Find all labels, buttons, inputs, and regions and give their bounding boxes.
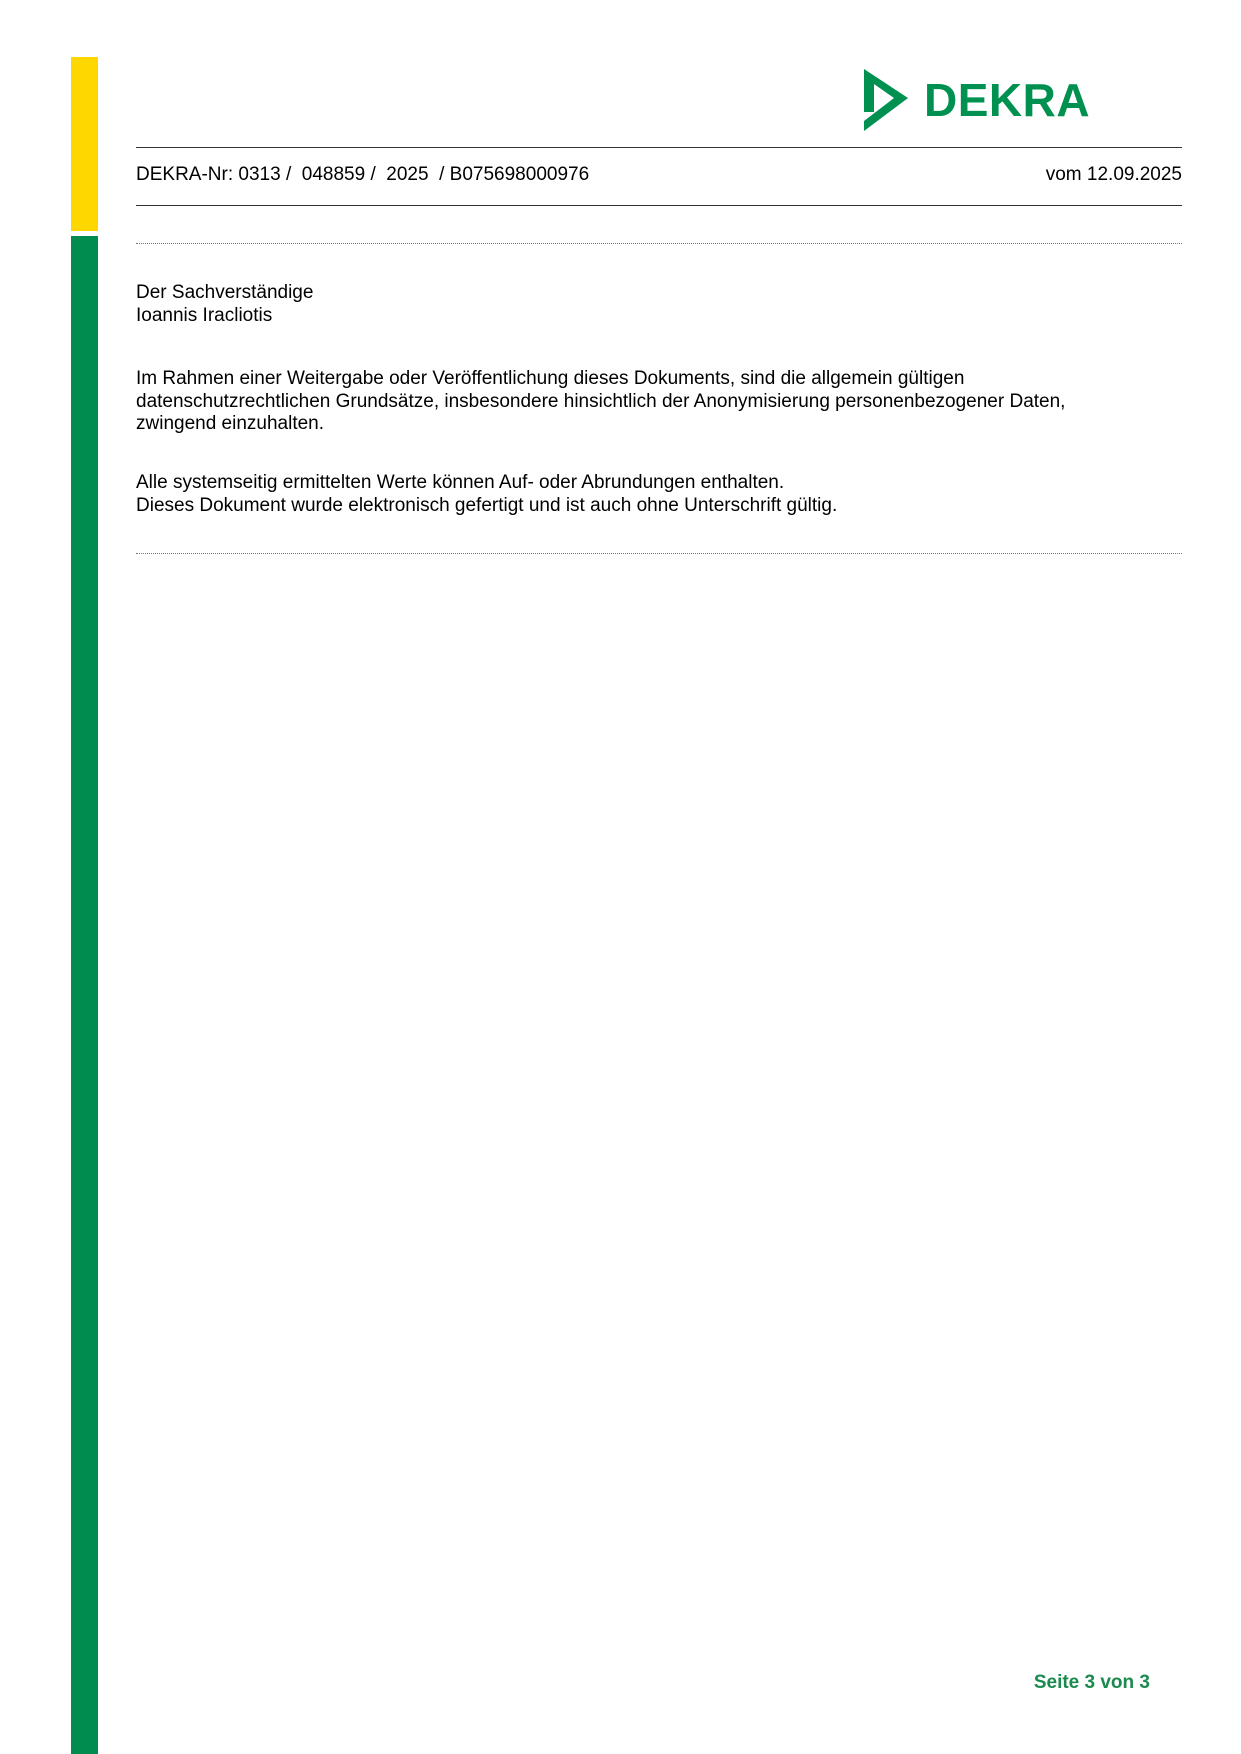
dekra-logo-text: DEKRA xyxy=(924,74,1091,126)
expert-name: Ioannis Iracliotis xyxy=(136,304,273,326)
privacy-line: zwingend einzuhalten. xyxy=(136,413,325,434)
expert-block xyxy=(136,282,1182,327)
header-rule-top xyxy=(136,147,1182,148)
signature-notice: Dieses Dokument wurde elektronisch gefertigt und ist auch ohne Unterschrift gültig. xyxy=(136,494,838,516)
side-bar-green xyxy=(71,236,98,1754)
dotted-separator-bottom xyxy=(136,553,1182,554)
dotted-separator-top xyxy=(136,243,1182,244)
expert-title: Der Sachverständige xyxy=(136,282,314,303)
document-date: vom 12.09.2025 xyxy=(1045,164,1182,185)
side-bar-yellow xyxy=(71,57,98,231)
system-notice xyxy=(136,472,1182,517)
rounding-notice: Alle systemseitig ermittelten Werte können Auf- oder Abrundungen enthalten. xyxy=(136,472,785,493)
document-header xyxy=(136,163,1182,187)
dekra-logo xyxy=(862,68,1090,132)
dekra-number: DEKRA-Nr: 0313 / 048859 / 2025 / B075698000976 xyxy=(136,164,590,185)
privacy-line: Im Rahmen einer Weitergabe oder Veröffentlichung dieses Dokuments, sind die allgemein gültigen xyxy=(136,368,965,389)
privacy-notice xyxy=(136,368,1182,436)
dekra-chevron-logo-icon xyxy=(862,68,910,132)
page-number: Seite 3 von 3 xyxy=(1033,1672,1150,1693)
privacy-line: datenschutzrechtlichen Grundsätze, insbesondere hinsichtlich der Anonymisierung personenbezogener Daten, xyxy=(136,390,1066,412)
header-rule-bottom xyxy=(136,205,1182,206)
